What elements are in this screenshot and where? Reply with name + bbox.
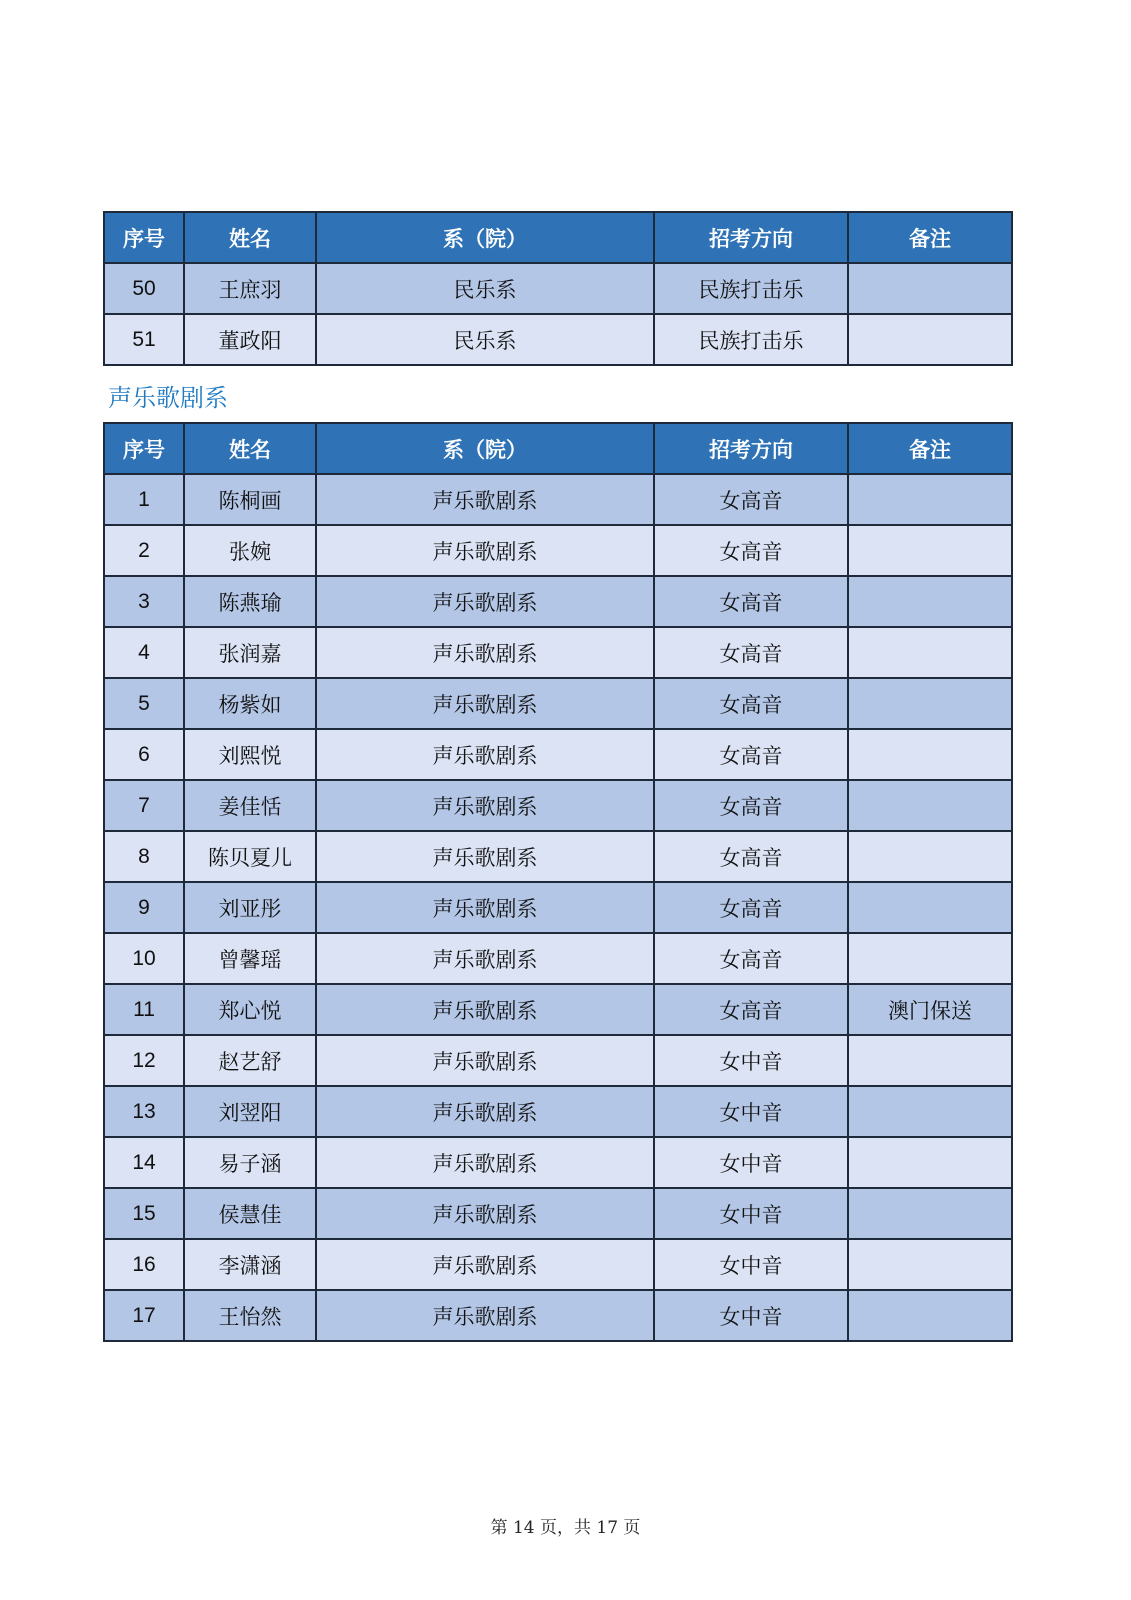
cell-name: 陈桐画 — [184, 474, 316, 525]
cell-department: 声乐歌剧系 — [316, 1239, 654, 1290]
cell-number: 3 — [104, 576, 184, 627]
cell-number: 4 — [104, 627, 184, 678]
roster-table-minyue — [103, 211, 1013, 366]
column-header-note: 备注 — [848, 423, 1012, 474]
cell-note — [848, 627, 1012, 678]
cell-note — [848, 882, 1012, 933]
cell-name: 陈贝夏儿 — [184, 831, 316, 882]
cell-number: 15 — [104, 1188, 184, 1239]
page-footer: 第 14 页，共 17 页 — [490, 1518, 641, 1538]
cell-name: 刘亚彤 — [184, 882, 316, 933]
cell-note — [848, 1137, 1012, 1188]
cell-name: 张润嘉 — [184, 627, 316, 678]
table-row — [104, 1239, 1012, 1290]
cell-name: 刘翌阳 — [184, 1086, 316, 1137]
table-row — [104, 984, 1012, 1035]
cell-department: 声乐歌剧系 — [316, 831, 654, 882]
cell-department: 声乐歌剧系 — [316, 1137, 654, 1188]
cell-name: 董政阳 — [184, 314, 316, 365]
cell-department: 声乐歌剧系 — [316, 1035, 654, 1086]
cell-department: 民乐系 — [316, 314, 654, 365]
cell-department: 声乐歌剧系 — [316, 933, 654, 984]
column-header-number: 序号 — [104, 212, 184, 263]
table-header-row — [104, 212, 1012, 263]
cell-note — [848, 525, 1012, 576]
cell-number: 13 — [104, 1086, 184, 1137]
table-row — [104, 729, 1012, 780]
cell-number: 12 — [104, 1035, 184, 1086]
column-header-name: 姓名 — [184, 423, 316, 474]
column-header-department: 系（院） — [316, 423, 654, 474]
table-row — [104, 933, 1012, 984]
cell-number: 10 — [104, 933, 184, 984]
cell-direction: 女中音 — [654, 1188, 848, 1239]
cell-department: 声乐歌剧系 — [316, 780, 654, 831]
cell-number: 1 — [104, 474, 184, 525]
cell-direction: 女高音 — [654, 933, 848, 984]
cell-direction: 民族打击乐 — [654, 263, 848, 314]
cell-note: 澳门保送 — [848, 984, 1012, 1035]
cell-department: 声乐歌剧系 — [316, 1188, 654, 1239]
cell-number: 5 — [104, 678, 184, 729]
cell-note — [848, 933, 1012, 984]
table-body — [104, 474, 1012, 1341]
cell-direction: 女高音 — [654, 984, 848, 1035]
cell-direction: 女高音 — [654, 882, 848, 933]
cell-name: 张婉 — [184, 525, 316, 576]
cell-department: 声乐歌剧系 — [316, 984, 654, 1035]
column-header-note: 备注 — [848, 212, 1012, 263]
table-header-row — [104, 423, 1012, 474]
cell-direction: 女高音 — [654, 627, 848, 678]
cell-name: 杨紫如 — [184, 678, 316, 729]
table-row — [104, 1035, 1012, 1086]
cell-note — [848, 1188, 1012, 1239]
cell-note — [848, 831, 1012, 882]
column-header-direction: 招考方向 — [654, 423, 848, 474]
cell-name: 李潇涵 — [184, 1239, 316, 1290]
cell-note — [848, 1239, 1012, 1290]
table-body — [104, 263, 1012, 365]
table-row — [104, 314, 1012, 365]
cell-direction: 女中音 — [654, 1086, 848, 1137]
column-header-name: 姓名 — [184, 212, 316, 263]
cell-direction: 女高音 — [654, 576, 848, 627]
table-row — [104, 627, 1012, 678]
cell-department: 声乐歌剧系 — [316, 882, 654, 933]
cell-number: 9 — [104, 882, 184, 933]
cell-direction: 女高音 — [654, 831, 848, 882]
cell-department: 民乐系 — [316, 263, 654, 314]
cell-direction: 女中音 — [654, 1035, 848, 1086]
table-row — [104, 780, 1012, 831]
cell-note — [848, 780, 1012, 831]
table-row — [104, 576, 1012, 627]
cell-direction: 女高音 — [654, 729, 848, 780]
cell-number: 7 — [104, 780, 184, 831]
cell-note — [848, 678, 1012, 729]
cell-number: 6 — [104, 729, 184, 780]
cell-direction: 民族打击乐 — [654, 314, 848, 365]
cell-department: 声乐歌剧系 — [316, 627, 654, 678]
cell-name: 刘熙悦 — [184, 729, 316, 780]
cell-note — [848, 576, 1012, 627]
cell-number: 11 — [104, 984, 184, 1035]
cell-number: 51 — [104, 314, 184, 365]
cell-number: 2 — [104, 525, 184, 576]
cell-direction: 女高音 — [654, 525, 848, 576]
table-row — [104, 678, 1012, 729]
cell-name: 姜佳恬 — [184, 780, 316, 831]
column-header-department: 系（院） — [316, 212, 654, 263]
table-row — [104, 1137, 1012, 1188]
cell-name: 王庶羽 — [184, 263, 316, 314]
cell-department: 声乐歌剧系 — [316, 525, 654, 576]
table-row — [104, 882, 1012, 933]
cell-note — [848, 474, 1012, 525]
table-row — [104, 1290, 1012, 1341]
section-title: 声乐歌剧系 — [108, 384, 228, 412]
cell-number: 50 — [104, 263, 184, 314]
table-row — [104, 474, 1012, 525]
table-row — [104, 1086, 1012, 1137]
cell-number: 14 — [104, 1137, 184, 1188]
cell-number: 8 — [104, 831, 184, 882]
cell-name: 陈燕瑜 — [184, 576, 316, 627]
cell-name: 曾馨瑶 — [184, 933, 316, 984]
table-row — [104, 263, 1012, 314]
cell-direction: 女高音 — [654, 678, 848, 729]
column-header-number: 序号 — [104, 423, 184, 474]
cell-name: 易子涵 — [184, 1137, 316, 1188]
cell-number: 17 — [104, 1290, 184, 1341]
roster-table-vocal-opera — [103, 422, 1013, 1342]
cell-department: 声乐歌剧系 — [316, 678, 654, 729]
cell-name: 赵艺舒 — [184, 1035, 316, 1086]
cell-name: 王怡然 — [184, 1290, 316, 1341]
table-row — [104, 525, 1012, 576]
cell-note — [848, 263, 1012, 314]
cell-department: 声乐歌剧系 — [316, 729, 654, 780]
table-row — [104, 831, 1012, 882]
cell-note — [848, 729, 1012, 780]
cell-name: 郑心悦 — [184, 984, 316, 1035]
cell-department: 声乐歌剧系 — [316, 474, 654, 525]
cell-note — [848, 1035, 1012, 1086]
cell-department: 声乐歌剧系 — [316, 1290, 654, 1341]
cell-direction: 女中音 — [654, 1290, 848, 1341]
cell-direction: 女高音 — [654, 474, 848, 525]
cell-department: 声乐歌剧系 — [316, 1086, 654, 1137]
cell-note — [848, 1290, 1012, 1341]
cell-department: 声乐歌剧系 — [316, 576, 654, 627]
cell-number: 16 — [104, 1239, 184, 1290]
cell-direction: 女高音 — [654, 780, 848, 831]
cell-note — [848, 314, 1012, 365]
table-row — [104, 1188, 1012, 1239]
column-header-direction: 招考方向 — [654, 212, 848, 263]
cell-direction: 女中音 — [654, 1137, 848, 1188]
cell-name: 侯慧佳 — [184, 1188, 316, 1239]
cell-direction: 女中音 — [654, 1239, 848, 1290]
cell-note — [848, 1086, 1012, 1137]
